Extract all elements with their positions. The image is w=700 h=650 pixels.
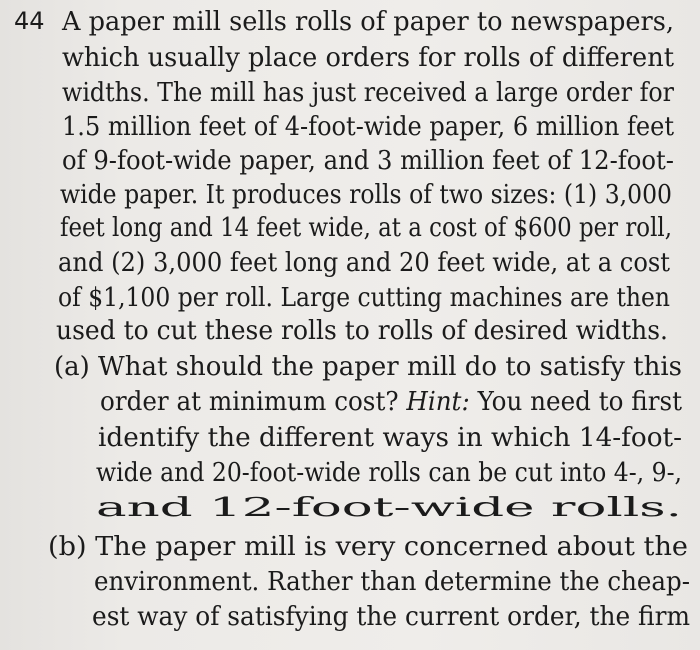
part-a-line-2-rest: You need to first xyxy=(469,387,682,417)
part-a-line-1: (a) What should the paper mill do to satisfy this xyxy=(54,352,682,382)
part-a-line-2-text: order at minimum cost? xyxy=(100,387,407,417)
problem-line-4: 1.5 million feet of 4-foot-wide paper, 6 million feet xyxy=(62,112,674,142)
part-b-line-3: est way of satisfying the current order, the firm xyxy=(92,602,690,632)
problem-line-5: of 9-foot-wide paper, and 3 million feet of 12-foot- xyxy=(62,146,674,176)
part-a-line-5: and 12-foot-wide rolls. xyxy=(96,493,682,523)
problem-line-7: feet long and 14 feet wide, at a cost of $600 per roll, xyxy=(60,213,672,243)
hint-label: Hint: xyxy=(406,387,470,417)
problem-line-1: A paper mill sells rolls of paper to newspapers, xyxy=(62,7,674,37)
part-a-line-3: identify the different ways in which 14-foot- xyxy=(98,423,682,453)
problem-line-3: widths. The mill has just received a large order for xyxy=(62,78,674,108)
problem-line-9: of $1,100 per roll. Large cutting machines are then xyxy=(58,283,670,313)
problem-line-10: used to cut these rolls to rolls of desired widths. xyxy=(56,316,668,346)
part-a-line-2 xyxy=(100,385,682,419)
part-b-line-1: (b) The paper mill is very concerned about the xyxy=(48,532,689,562)
problem-line-6: wide paper. It produces rolls of two sizes: (1) 3,000 xyxy=(60,180,672,210)
part-a-line-4: wide and 20-foot-wide rolls can be cut into 4-, 9-, xyxy=(96,458,682,488)
problem-line-8: and (2) 3,000 feet long and 20 feet wide, at a cost xyxy=(58,248,670,278)
problem-line-2: which usually place orders for rolls of different xyxy=(62,43,674,73)
part-b-line-2: environment. Rather than determine the cheap- xyxy=(94,567,690,597)
problem-number: 44 xyxy=(14,7,45,35)
